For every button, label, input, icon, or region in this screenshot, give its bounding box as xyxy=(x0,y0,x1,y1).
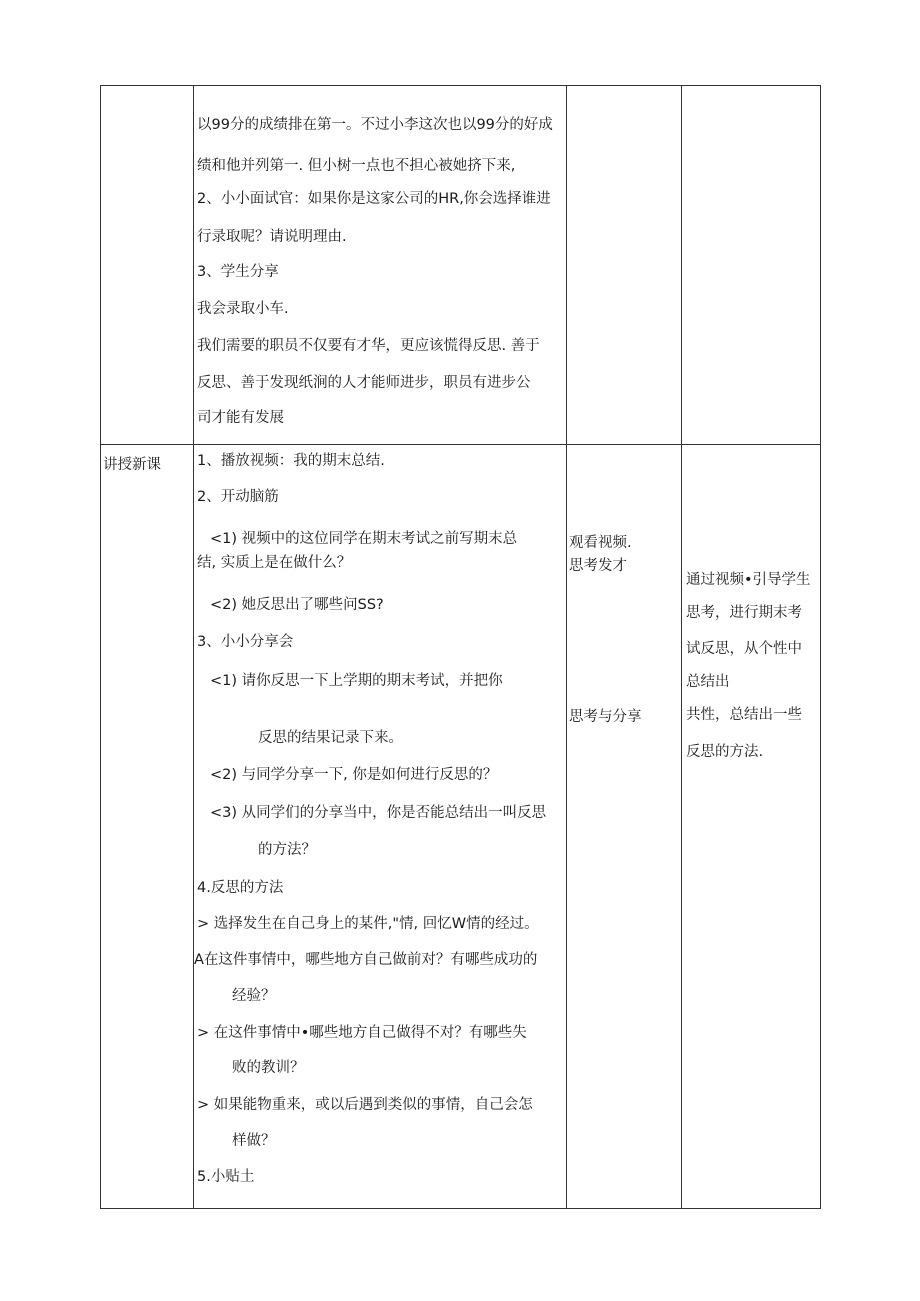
student-activity-line: 思考发才 xyxy=(569,558,627,574)
design-intent-line: 思考，进行期末考 xyxy=(686,605,802,621)
content-line: <2) 她反思出了哪些问SS? xyxy=(210,597,384,613)
content-line: 我会录取小车. xyxy=(197,301,289,317)
design-intent-line: 试反思，从个性中 xyxy=(686,641,802,657)
content-line: > 如果能物重来，或以后遇到类似的事情，自己会怎 xyxy=(197,1097,533,1113)
content-line: <2) 与同学分享一下, 你是如何进行反思的？ xyxy=(210,767,498,783)
content-line: <1) 请你反思一下上学期的期末考试，并把你 xyxy=(210,673,503,689)
design-intent-line: 反思的方法. xyxy=(686,744,764,760)
content-line: <3) 从同学们的分享当中，你是否能总结出一叫反思 xyxy=(210,805,547,821)
content-line: 2、开动脑筋 xyxy=(197,489,279,505)
content-line: 结, 实质上是在做什么？ xyxy=(197,555,352,571)
table-row xyxy=(101,86,821,445)
content-line: 3、小小分享会 xyxy=(197,634,294,650)
content-line: > 在这件事情中•哪些地方自己做得不对？有哪些失 xyxy=(197,1025,527,1041)
section-cell xyxy=(101,86,194,445)
content-line: 的方法？ xyxy=(258,842,316,858)
content-line: <1) 视频中的这位同学在期末考试之前写期末总 xyxy=(210,531,518,547)
content-line: 我们需要的职员不仅要有才华，更应该慌得反思. 善于 xyxy=(197,338,540,354)
content-line: 以99分的成绩排在第一。不过小李这次也以99分的好成 xyxy=(197,117,553,133)
content-line: 3、学生分享 xyxy=(197,264,279,280)
design-intent-line: 通过视频•引导学生 xyxy=(686,572,811,588)
design-intent-cell xyxy=(682,86,821,445)
content-line: 绩和他并列第一. 但小树一点也不担心被她挤下来, xyxy=(197,158,516,174)
content-line: 5.小贴土 xyxy=(197,1169,255,1185)
lesson-plan-table xyxy=(100,85,821,1209)
table-row xyxy=(101,445,821,1209)
content-line: 行录取呢？请说明理由. xyxy=(197,229,347,245)
content-cell xyxy=(194,86,567,445)
content-line: 反思的结果记录下来。 xyxy=(258,730,403,746)
content-line: 1、播放视频：我的期末总结. xyxy=(197,453,385,469)
content-line: 败的教训？ xyxy=(232,1060,305,1076)
content-line: 经验？ xyxy=(232,988,276,1004)
student-activity-line: 思考与分享 xyxy=(569,709,642,725)
student-activity-line: 观看视频. xyxy=(569,535,632,551)
content-line: 司才能有发展 xyxy=(197,410,284,426)
design-intent-line: 总结出 xyxy=(686,674,730,690)
content-line: 反思、善于发现纸涧的人才能师进步，职员有进步公 xyxy=(197,375,531,391)
student-activity-cell xyxy=(567,86,682,445)
content-cell xyxy=(194,445,567,1209)
design-intent-line: 共性，总结出一些 xyxy=(686,707,802,723)
content-line: 2、小小面试官：如果你是这家公司的HR,你会选择谁进 xyxy=(197,191,551,207)
section-label: 讲授新课 xyxy=(103,457,161,473)
student-activity-cell xyxy=(567,445,682,1209)
content-line: 样做？ xyxy=(232,1133,276,1149)
design-intent-cell xyxy=(682,445,821,1209)
content-line: 4.反思的方法 xyxy=(197,880,284,896)
section-cell xyxy=(101,445,194,1209)
content-line: A在这件事情中，哪些地方自己做前对？有哪些成功的 xyxy=(194,952,538,968)
content-line: > 选择发生在自己身上的某件,"情, 回忆W情的经过。 xyxy=(197,916,539,932)
